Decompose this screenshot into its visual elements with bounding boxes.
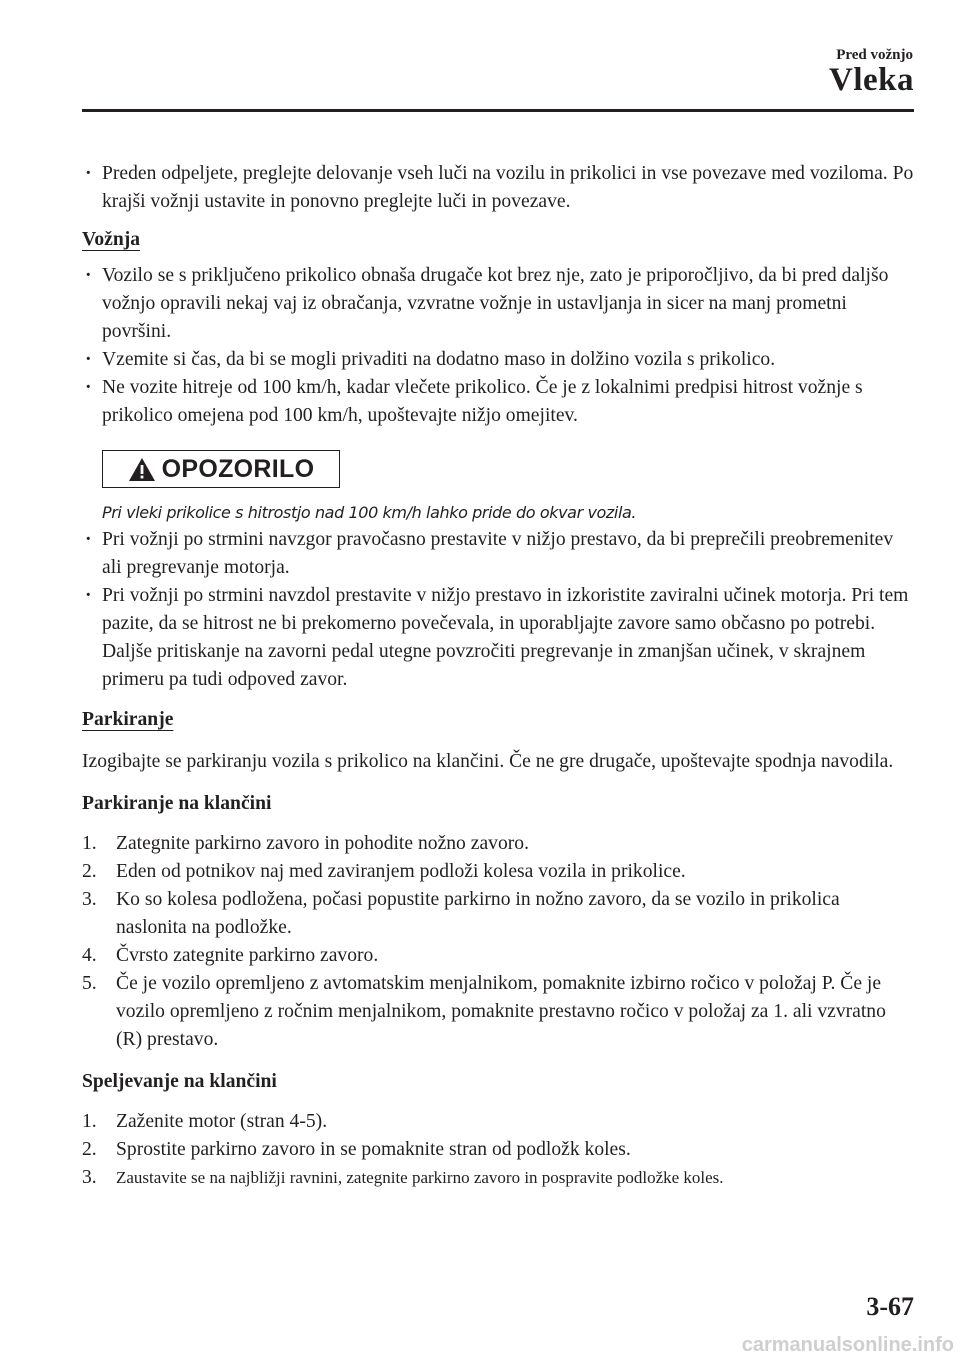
list-item: [82, 1164, 914, 1192]
step-number: 4.: [82, 945, 97, 966]
step-number: 1.: [82, 833, 97, 854]
intro-bullet: · Preden odpeljete, preglejte delovanje vseh luči na vozilu in prikolici in vse povezave med voziloma. Po krajši vožnji ustavite in ponovno preglejte luči in povezave.: [82, 160, 914, 216]
step-number: 3.: [82, 889, 97, 910]
step-text: Ko so kolesa podložena, počasi popustite parkirno in nožno zavoro, da se vozilo in prikolica naslonita na podložke.: [116, 889, 840, 938]
step-text: Če je vozilo opremljeno z avtomatskim menjalnikom, pomaknite izbirno ročico v položaj P. Če je vozilo opremljeno z ročnim menjalnikom, pomaknite prestavno ročico v položaj za 1. ali vzvratno (R) prestavo.: [116, 973, 886, 1050]
list-item: [82, 942, 914, 970]
driving-heading: Vožnja: [82, 229, 141, 250]
page-title: Vleka: [829, 62, 914, 98]
step-number: 5.: [82, 973, 97, 994]
list-item: [82, 970, 914, 1054]
step-number: 2.: [82, 1139, 97, 1160]
parking-intro: Izogibajte se parkiranju vozila s prikolico na klančini. Če ne gre drugače, upoštevajte spodnja navodila.: [82, 751, 894, 772]
page-content: [82, 160, 914, 1192]
driving-bullets-after: [82, 526, 914, 694]
list-item: [82, 1136, 914, 1164]
slope-parking-steps: [82, 830, 914, 1054]
step-text: Zategnite parkirno zavoro in pohodite nožno zavoro.: [116, 833, 529, 854]
warning-text: Pri vleki prikolice s hitrostjo nad 100 km/h lahko pride do okvar vozila.: [102, 503, 637, 522]
warning-box: [102, 450, 340, 488]
warning-triangle-icon: [128, 457, 156, 482]
step-text: Čvrsto zategnite parkirno zavoro.: [116, 945, 379, 966]
driving-bullet: · Pri vožnji po strmini navzdol prestavite v nižjo prestavo in izkoristite zaviralni učinek motorja. Pri tem pazite, da se hitrost ne bi prekomerno povečevala, in uporabljajte zavore samo občasno po potrebi. Daljše pritiskanje na zavorni pedal utegne povzročiti pregrevanje in zmanjšan učinek, v skrajnem primeru pa tudi odpoved zavor.: [82, 582, 914, 694]
step-text: Eden od potnikov naj med zaviranjem podloži kolesa vozila in prikolice.: [116, 861, 686, 882]
step-number: 3.: [82, 1167, 97, 1188]
driving-bullet: · Vozilo se s priključeno prikolico obnaša drugače kot brez nje, zato je priporočljivo, da bi pred daljšo vožnjo opravili nekaj vaj iz obračanja, vzvratne vožnje in ustavljanja in sicer na manj prometni površini.: [82, 262, 914, 346]
list-item: [82, 886, 914, 942]
step-text: Zaustavite se na najbližji ravnini, zategnite parkirno zavoro in pospravite podložke koles.: [116, 1168, 724, 1187]
list-item: [82, 1108, 914, 1136]
slope-parking-heading: Parkiranje na klančini: [82, 793, 272, 814]
driving-bullet: · Ne vozite hitreje od 100 km/h, kadar vlečete prikolico. Če je z lokalnimi predpisi hitrost vožnje s prikolico omejena pod 100 km/h, upoštevajte nižjo omejitev.: [82, 374, 914, 430]
parking-heading: Parkiranje: [82, 709, 174, 730]
slope-leaving-heading: Speljevanje na klančini: [82, 1071, 277, 1092]
section-name: Pred vožnjo: [836, 47, 913, 63]
step-text: Sprostite parkirno zavoro in se pomaknite stran od podložk koles.: [116, 1139, 631, 1160]
driving-bullets: [82, 262, 914, 430]
watermark: carmanualsonline.info: [741, 1334, 954, 1356]
driving-bullet: · Vzemite si čas, da bi se mogli privaditi na dodatno maso in dolžino vozila s prikolico.: [82, 346, 914, 374]
warning-label: OPOZORILO: [161, 455, 315, 483]
step-text: Zaženite motor (stran 4-5).: [116, 1111, 328, 1132]
list-item: [82, 858, 914, 886]
list-item: [82, 830, 914, 858]
driving-bullet: · Pri vožnji po strmini navzgor pravočasno prestavite v nižjo prestavo, da bi preprečili preobremenitev ali pregrevanje motorja.: [82, 526, 914, 582]
header-divider: [82, 109, 914, 112]
step-number: 1.: [82, 1111, 97, 1132]
slope-leaving-steps: [82, 1108, 914, 1192]
step-number: 2.: [82, 861, 97, 882]
page-number: 3-67: [866, 1292, 914, 1321]
